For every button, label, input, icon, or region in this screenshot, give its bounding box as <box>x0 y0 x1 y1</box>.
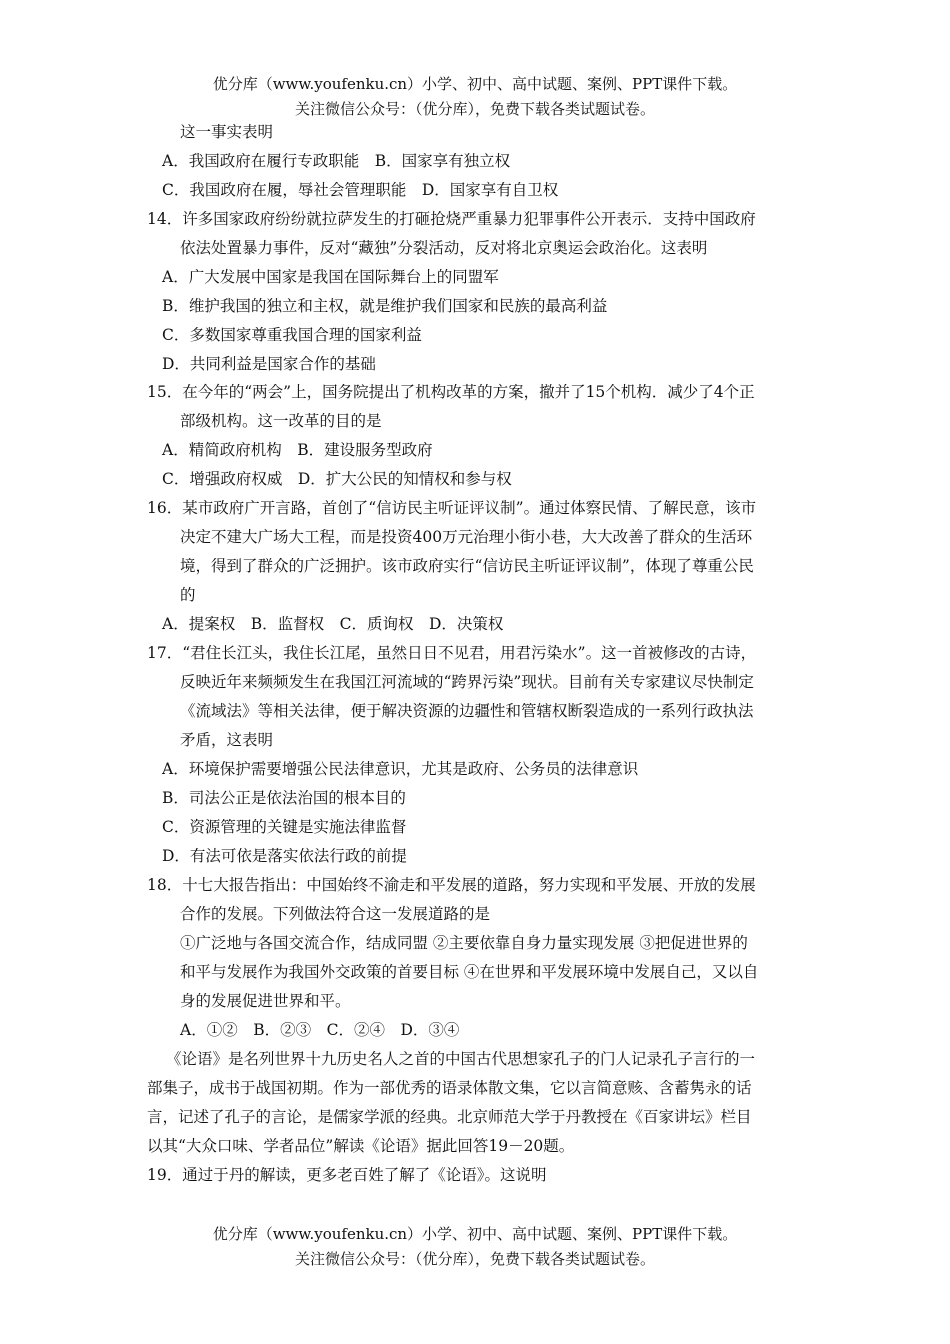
q14-stem-line-1: 14．许多国家政府纷纷就拉萨发生的打砸抢烧严重暴力犯罪事件公开表示．支持中国政府 <box>147 210 756 228</box>
header-line-1: 优分库（www.youfenku.cn）小学、初中、高中试题、案例、PPT课件下载。 <box>212 75 738 93</box>
q16-stem-line-4: 的 <box>180 586 196 604</box>
q15-options-row-2: C．增强政府权威 D．扩大公民的知情权和参与权 <box>162 470 512 488</box>
q14-option-d: D．共同利益是国家合作的基础 <box>162 355 376 373</box>
q18-items-line-1: ①广泛地与各国交流合作，结成同盟 ②主要依靠自身力量实现发展 ③把促进世界的 <box>180 934 748 952</box>
q14-option-b: B．维护我国的独立和主权，就是维护我们国家和民族的最高利益 <box>162 297 608 315</box>
passage-line-4: 以其“大众口味、学者品位”解读《论语》据此回答19－20题。 <box>147 1137 575 1155</box>
q15-stem-line-2: 部级机构。这一改革的目的是 <box>180 412 382 430</box>
q18-stem-line-2: 合作的发展。下列做法符合这一发展道路的是 <box>180 905 491 923</box>
q18-items-line-2: 和平与发展作为我国外交政策的首要目标 ④在世界和平发展环境中发展自己，又以自 <box>180 963 759 981</box>
q16-options: A．提案权 B．监督权 C．质询权 D．决策权 <box>162 615 504 633</box>
q17-stem-line-4: 矛盾，这表明 <box>180 731 274 749</box>
q17-stem-line-1: 17．“君住长江头，我住长江尾，虽然日日不见君，用君污染水”。这一首被修改的古诗， <box>147 644 757 662</box>
q18-options: A．①② B．②③ C．②④ D．③④ <box>180 1021 460 1039</box>
q18-stem-line-1: 18．十七大报告指出：中国始终不渝走和平发展的道路，努力实现和平发展、开放的发展 <box>147 876 756 894</box>
q14-stem-line-2: 依法处置暴力事件，反对“藏独”分裂活动，反对将北京奥运会政治化。这表明 <box>180 239 708 257</box>
q15-options-row-1: A．精简政府机构 B．建设服务型政府 <box>162 441 433 459</box>
q17-stem-line-2: 反映近年来频频发生在我国江河流域的“跨界污染”现状。目前有关专家建议尽快制定 <box>180 673 754 691</box>
passage-line-2: 部集子，成书于战国初期。作为一部优秀的语录体散文集，它以言简意赅、含蓄隽永的话 <box>147 1079 752 1097</box>
q15-stem-line-1: 15．在今年的“两会”上，国务院提出了机构改革的方案，撤并了15个机构．减少了4个正 <box>147 383 755 401</box>
q18-items-line-3: 身的发展促进世界和平。 <box>180 992 351 1010</box>
footer-line-2: 关注微信公众号：（优分库），免费下载各类试题试卷。 <box>294 1250 655 1268</box>
q17-stem-line-3: 《流域法》等相关法律，便于解决资源的边疆性和管辖权断裂造成的一系列行政执法 <box>180 702 754 720</box>
q17-option-c: C．资源管理的关键是实施法律监督 <box>162 818 407 836</box>
q13-stem-tail: 这一事实表明 <box>180 123 274 141</box>
q16-stem-line-3: 境，得到了群众的广泛拥护。该市政府实行“信访民主听证评议制”，体现了尊重公民 <box>180 557 754 575</box>
q14-option-c: C．多数国家尊重我国合理的国家利益 <box>162 326 422 344</box>
passage-line-1: 《论语》是名列世界十九历史名人之首的中国古代思想家孔子的门人记录孔子言行的一 <box>166 1050 756 1068</box>
q13-options-row-1: A．我国政府在履行专政职能 B．国家享有独立权 <box>162 152 511 170</box>
q19-stem-line-1: 19．通过于丹的解读，更多老百姓了解了《论语》。这说明 <box>147 1166 547 1184</box>
passage-line-3: 言，记述了孔子的言论，是儒家学派的经典。北京师范大学于丹教授在《百家讲坛》栏目 <box>147 1108 752 1126</box>
q17-option-b: B．司法公正是依法治国的根本目的 <box>162 789 406 807</box>
q13-options-row-2: C．我国政府在履，辱社会管理职能 D．国家享有自卫权 <box>162 181 559 199</box>
q14-option-a: A．广大发展中国家是我国在国际舞台上的同盟军 <box>162 268 499 286</box>
q16-stem-line-2: 决定不建大广场大工程，而是投资400万元治理小街小巷，大大改善了群众的生活环 <box>180 528 753 546</box>
q16-stem-line-1: 16．某市政府广开言路，首创了“信访民主听证评议制”。通过体察民情、了解民意，该市 <box>147 499 757 517</box>
header-line-2: 关注微信公众号：（优分库），免费下载各类试题试卷。 <box>294 100 655 118</box>
q17-option-d: D．有法可依是落实依法行政的前提 <box>162 847 407 865</box>
q17-option-a: A．环境保护需要增强公民法律意识，尤其是政府、公务员的法律意识 <box>162 760 639 778</box>
footer-line-1: 优分库（www.youfenku.cn）小学、初中、高中试题、案例、PPT课件下载。 <box>212 1225 738 1243</box>
